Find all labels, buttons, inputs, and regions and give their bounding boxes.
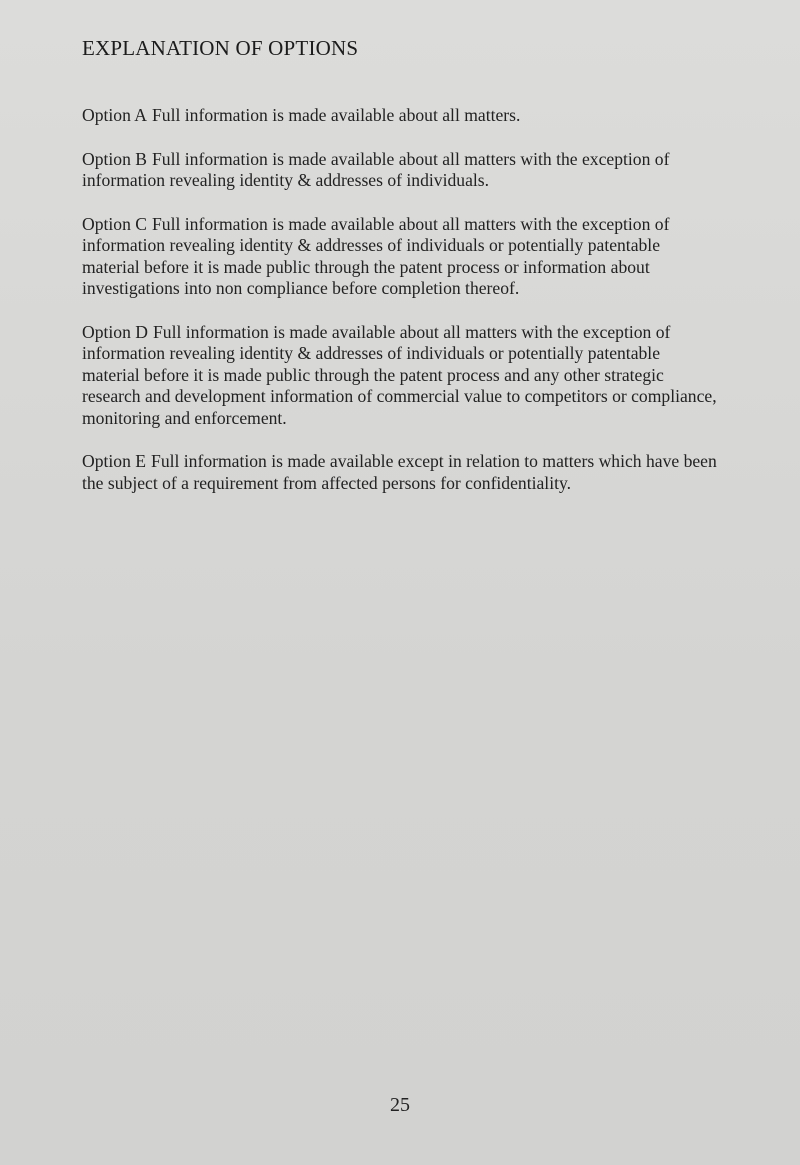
option-text: Full information is made available about all matters with the exception of information revealing identity & addresses of individuals. <box>82 148 670 190</box>
option-a <box>82 105 722 127</box>
option-label: Option E <box>82 451 147 471</box>
option-label: Option A <box>82 105 148 125</box>
page-heading: EXPLANATION OF OPTIONS <box>82 36 359 60</box>
option-label: Option C <box>82 213 148 234</box>
option-b <box>82 149 722 192</box>
options-list <box>82 105 722 516</box>
option-label: Option D <box>82 321 148 342</box>
option-label: Option B <box>82 148 148 169</box>
option-text: Full information is made available except in relation to matters which have been the subject of a requirement from affected persons for confidentiality. <box>82 451 717 493</box>
option-e <box>82 451 722 494</box>
option-text: Full information is made available about all matters with the exception of information revealing identity & addresses of individuals or potentially patentable material before it is made public through the patent process or information about investigations into non compliance before completion thereof. <box>82 213 670 298</box>
option-text: Full information is made available about all matters with the exception of information revealing identity & addresses of individuals or potentially patentable material before it is made public through the patent process and any other strategic research and development information of commercial value to competitors or compliance, monitoring and enforcement. <box>82 321 717 428</box>
option-c <box>82 214 722 300</box>
page-number: 25 <box>390 1094 410 1116</box>
option-d <box>82 322 722 430</box>
option-text: Full information is made available about all matters. <box>152 105 521 125</box>
